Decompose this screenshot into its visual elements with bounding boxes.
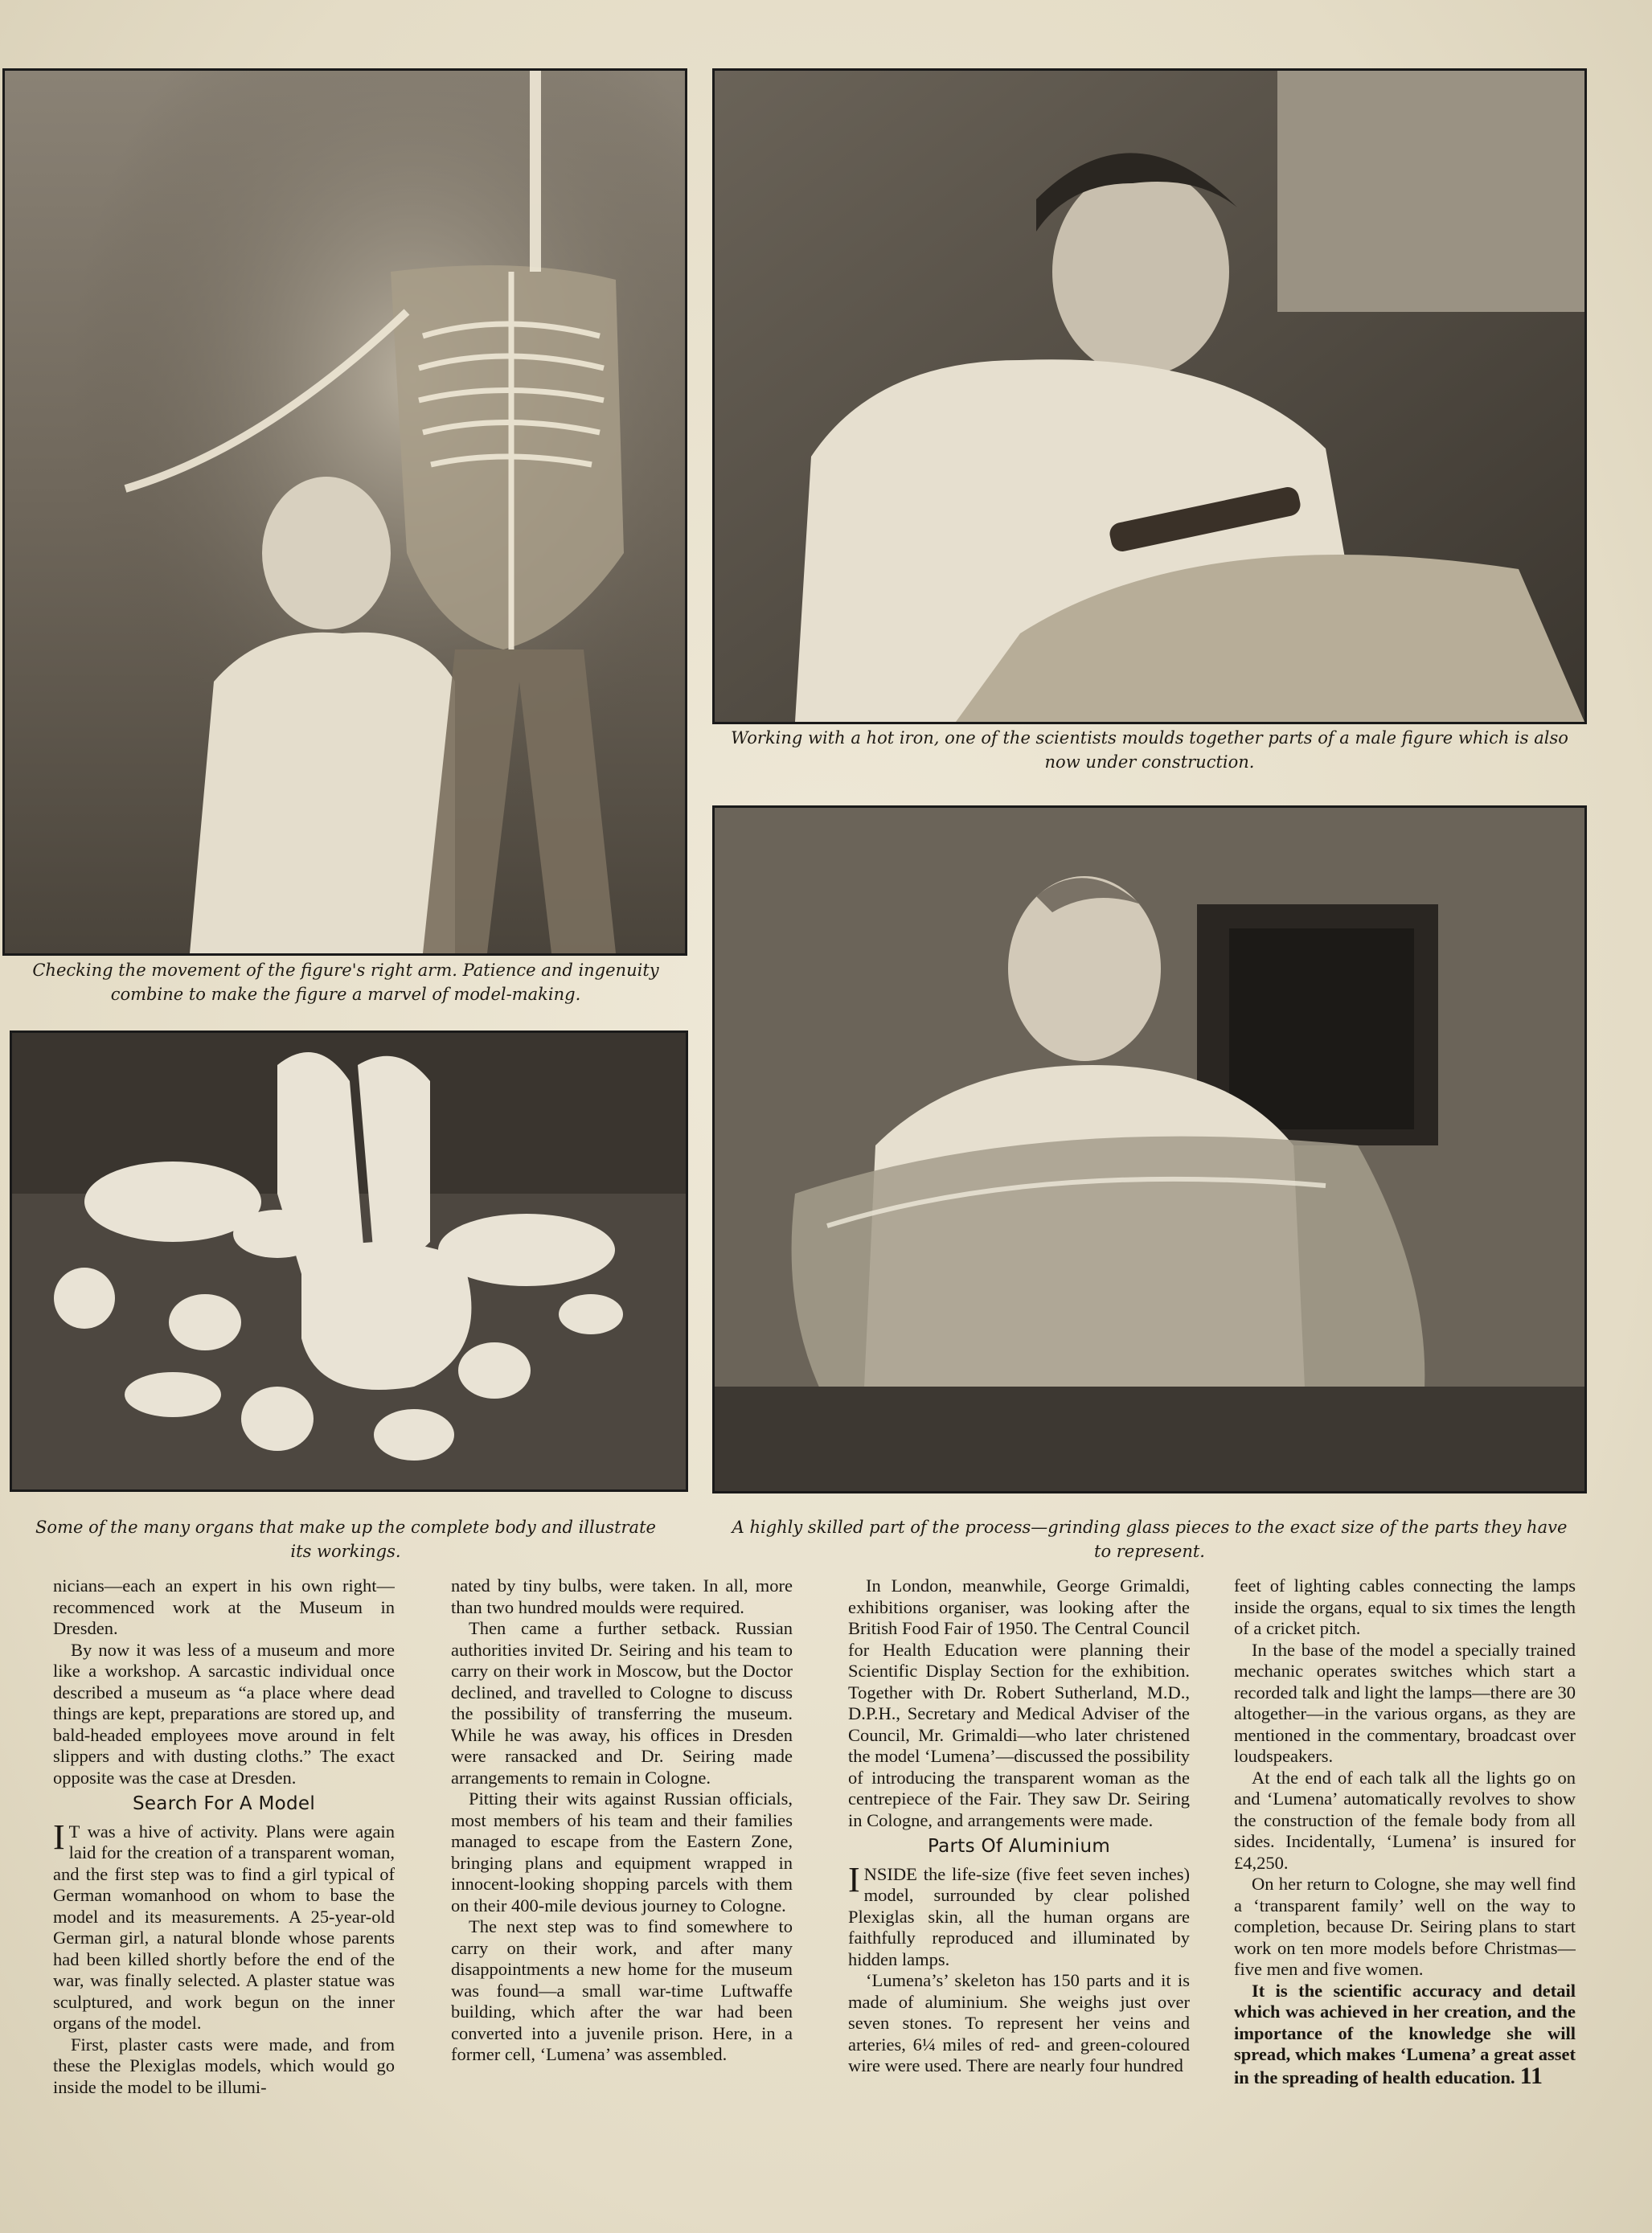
article-paragraph: In London, meanwhile, George Grimaldi, exhibitions organiser, was looking after the British Food Fair of 1950. The Central Council for Health Education were planning their Scientific Display Section for the exhibition. Together with Dr. Robert Sutherland, M.D., D.P.H., Secretary and Medical Adviser of the Council, Mr. Grimaldi—who later christened the model ‘Lumena’—discussed the possibility of introducing the transparent woman as the centrepiece of the Fair. They saw Dr. Seiring in Cologne, and arrangements were made. <box>848 1575 1190 1830</box>
article-paragraph: Pitting their wits against Russian officials, most members of his team and their families managed to escape from the Eastern Zone, bringing plans and equipment wrapped in innocent-looking shopping parcels with them on their 400-mile devious journey to Cologne. <box>451 1788 793 1915</box>
photo-grinding-glass <box>712 805 1587 1493</box>
skeleton-photo-illustration <box>5 71 685 953</box>
section-heading: Search For A Model <box>132 1793 316 1814</box>
article-paragraph: The next step was to find somewhere to carry on their work, and after many disappointments a new home for the museum was found—a small war-time Luftwaffe building, which after the war had been converted into a juvenile prison. Here, in a former cell, ‘Lumena’ was assembled. <box>451 1916 793 2064</box>
article-paragraph: Then came a further setback. Russian authorities invited Dr. Seiring and his team to carry on their work in Moscow, but the Doctor declined, and travelled to Cologne to discuss the possibility of transferring the museum. While he was away, his offices in Dresden were ransacked and Dr. Seiring made arrangements to remain in Cologne. <box>451 1618 793 1788</box>
article-paragraph: In the base of the model a specially trained mechanic operates switches which start a recorded talk and light the lamps—there are 30 altogether—in the various organs, as they are mentioned in the commentary, broadcast over loudspeakers. <box>1234 1639 1576 1766</box>
article-paragraph: On her return to Cologne, she may well find a ‘transparent family’ well on the way to completion, because Dr. Seiring plans to start work on ten more models before Christmas—five men and five women. <box>1234 1874 1576 1979</box>
article-paragraph-text: NSIDE the life-size (five feet seven inches) model, surrounded by clear polished Plexiglas skin, all the human organs are faithfully reproduced and illuminated by hidden lamps. <box>848 1863 1190 1969</box>
section-heading: Parts Of Aluminium <box>927 1836 1111 1857</box>
caption-hot-iron: Working with a hot iron, one of the scientists moulds together parts of a male figure which is also now under construction. <box>731 728 1568 772</box>
caption-skeleton: Checking the movement of the figure's right arm. Patience and ingenuity combine to make the figure a marvel of model-making. <box>32 961 659 1004</box>
organs-photo-illustration <box>12 1033 686 1489</box>
article-paragraph: First, plaster casts were made, and from these the Plexiglas models, which would go inside the model to be illumi- <box>53 2034 395 2097</box>
article-column-1 <box>53 1575 395 2202</box>
article-paragraph: feet of lighting cables connecting the lamps inside the organs, equal to six times the length of a cricket pitch. <box>1234 1575 1576 1638</box>
caption-grinding-glass: A highly skilled part of the process—grinding glass pieces to the exact size of the parts they have to represent. <box>732 1518 1568 1561</box>
article-paragraph <box>848 1859 1190 1971</box>
drop-cap: I <box>848 1859 860 1899</box>
article-paragraph: By now it was less of a museum and more like a workshop. A sarcastic individual once described a museum as “a place where dead things are kept, preparations are stored up, and bald-headed employees move around in felt slippers and with dusting cloths.” The exact opposite was the case at Dresden. <box>53 1639 395 1788</box>
article-paragraph: ‘Lumena’s’ skeleton has 150 parts and it is made of aluminium. She weighs just over seven stones. To represent her veins and arteries, 6¼ miles of red- and green-coloured wire were used. There are nearly four hundred <box>848 1970 1190 2075</box>
article-paragraph-text: T was a hive of activity. Plans were again laid for the creation of a transparent woman, and the first step was to find a girl typical of German womanhood on whom to base the model and its measurements. A 25-year-old German girl, a natural blonde whose parents had been killed shortly before the end of the war, was finally selected. A plaster statue was sculptured, and work begun on the inner organs of the model. <box>53 1821 395 2033</box>
drop-cap: I <box>53 1817 65 1857</box>
caption-organs: Some of the many organs that make up the complete body and illustrate its workings. <box>35 1518 656 1561</box>
article-column-4 <box>1234 1575 1576 2202</box>
article-paragraph <box>53 1817 395 2034</box>
page-number: 11 <box>1519 2062 1543 2089</box>
grinding-glass-photo-illustration <box>715 808 1584 1491</box>
article-closing-paragraph <box>1234 1981 1576 2089</box>
article-paragraph: nated by tiny bulbs, were taken. In all, more than two hundred moulds were required. <box>451 1575 793 1617</box>
article-column-3 <box>848 1575 1190 2202</box>
article-paragraph: nicians—each an expert in his own right—recommenced work at the Museum in Dresden. <box>53 1575 395 1638</box>
photo-skeleton-figure <box>2 68 687 956</box>
hot-iron-photo-illustration <box>715 71 1584 722</box>
photo-hot-iron <box>712 68 1587 724</box>
article-column-2 <box>451 1575 793 2202</box>
article-paragraph: At the end of each talk all the lights go on and ‘Lumena’ automatically revolves to show the construction of the female body from all sides. Incidentally, ‘Lumena’ is insured for £4,250. <box>1234 1767 1576 1873</box>
article-closing-text: It is the scientific accuracy and detail which was achieved in her creation, and the importance of the knowledge she will spread, which makes ‘Lumena’ a great asset in the spreading of health education. <box>1234 1980 1576 2088</box>
photo-organs <box>10 1030 688 1492</box>
